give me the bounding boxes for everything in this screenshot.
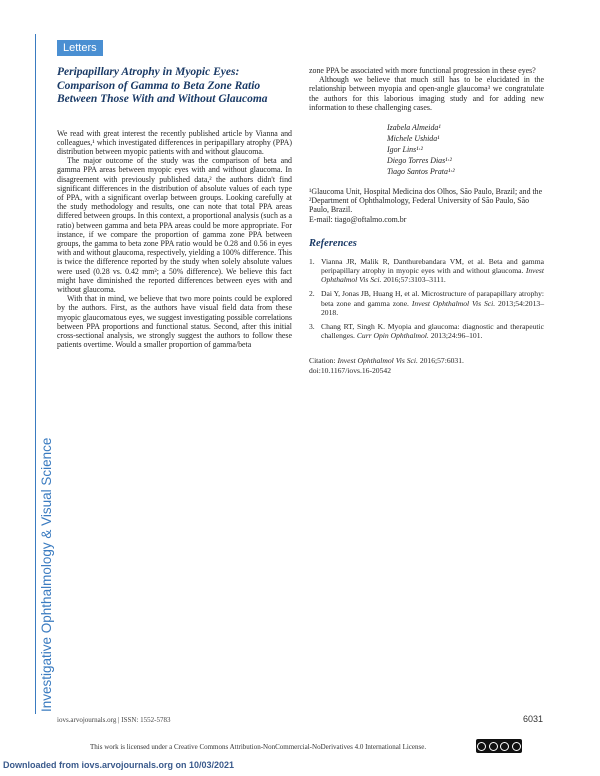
page-number: 6031: [522, 714, 543, 724]
reference-item: [309, 257, 544, 285]
reference-details: 2016;57:3103–3111.: [383, 275, 446, 285]
citation-doi[interactable]: doi:10.1167/iovs.16-20542: [309, 366, 391, 376]
reference-journal: Curr Opin Ophthalmol.: [356, 331, 429, 341]
reference-text: Vianna JR, Malik R, Danthurebandara VM, et al. Beta and gamma peripapillary atrophy in myopic eyes with and without glaucoma.: [321, 256, 544, 276]
sidebar-rule: [35, 34, 36, 714]
reference-journal: Invest Ophthalmol Vis Sci.: [411, 298, 496, 308]
cc-by-nc-nd-badge-icon[interactable]: [476, 739, 522, 753]
body-paragraph: Although we believe that much still has to be elucidated in the relationship between myopia and open-angle glaucoma³ we congratulate the authors for this laborious imaging study and for adding new information to these challenging cases.: [309, 75, 544, 112]
reference-item: [309, 322, 544, 340]
reference-journal: Invest Ophthalmol Vis Sci.: [321, 266, 544, 285]
body-paragraph: With that in mind, we believe that two more points could be explored by the authors. First, as the authors have visual field data from these myopic glaucomatous eyes, we suggest investigating possible correlations between PPA proportions and functional status. Second, after this initial cross-sectional analysis, we strongly suggest the authors to follow these patients overtime. Would a smaller proportion of gamma/beta: [57, 294, 292, 350]
reference-details: 2013;54:2013–2018.: [321, 298, 544, 317]
author-name: Izabela Almeida¹: [387, 123, 441, 133]
citation-journal: Invest Ophthalmol Vis Sci.: [337, 356, 418, 366]
reference-details: 2013;24:96–101.: [430, 331, 483, 341]
citation-prefix: Citation:: [309, 356, 336, 366]
citation-block: [309, 356, 544, 376]
cc-icon: [477, 742, 486, 751]
reference-number: 2.: [309, 289, 315, 299]
references-heading: References: [309, 237, 357, 249]
right-column: [309, 66, 544, 376]
body-paragraph: zone PPA be associated with more functional progression in these eyes?: [309, 66, 536, 75]
reference-item: [309, 289, 544, 317]
affiliation: ¹Glaucoma Unit, Hospital Medicina dos Olhos, São Paulo, Brazil; and the ²Department of Ophthalmology, Federal University of São Paulo, São Paulo, Brazil.: [309, 187, 543, 215]
reference-text: Dai Y, Jonas JB, Huang H, et al. Microstructure of parapapillary atrophy: beta zone and gamma zone.: [321, 289, 544, 308]
author-name: Igor Lins¹·²: [387, 145, 423, 155]
by-icon: [489, 742, 498, 751]
nd-icon: [512, 742, 521, 751]
author-list: [387, 122, 544, 177]
journal-sidebar-title: Investigative Ophthalmology & Visual Science: [39, 437, 54, 712]
section-tag: Letters: [57, 40, 103, 56]
reference-number: 3.: [309, 322, 315, 332]
body-paragraph: The major outcome of the study was the comparison of beta and gamma PPA areas between myopic eyes with and without glaucoma. In disagreement with previously published data,² the authors didn't find significant differences in the distribution of absolute values of each type of PPA, with a significant overlap between groups. Looking carefully at the study methodology and results, one can note that total PPA areas differed between groups. In this context, a proportional analysis (such as a ratio) between gamma and beta PPA areas could be more appropriate. For instance, if we compare the proportion of gamma zone PPA between groups, the gamma to beta zone PPA ratio would be 0.28 and 0.56 in eyes with and without glaucoma, respectively, yielding a 100% difference. This is twice the difference reported by the study when solely absolute values were used (0.28 vs. 0.42 mm²; a 50% difference). We believe this fact might have diminished the reported differences between eyes with and without glaucoma.: [57, 156, 292, 294]
license-statement[interactable]: This work is licensed under a Creative Commons Attribution-NonCommercial-NoDerivatives 4.0 International License.: [90, 743, 427, 751]
reference-text: Chang RT, Singh K. Myopia and glaucoma: diagnostic and therapeutic challenges.: [321, 322, 544, 341]
contact-email[interactable]: E-mail: tiago@oftalmo.com.br: [309, 214, 407, 224]
nc-icon: [500, 742, 509, 751]
author-name: Michele Ushida¹: [387, 134, 440, 144]
left-column: [57, 66, 292, 349]
reference-list: [309, 257, 544, 341]
citation-details: 2016;57:6031.: [419, 356, 464, 366]
body-paragraph: We read with great interest the recently published article by Vianna and colleagues,¹ which investigated differences in peripapillary atrophy (PPA) distribution between myopic patients with and without glaucoma.: [57, 128, 292, 156]
author-name: Tiago Santos Prata¹·²: [387, 167, 455, 177]
author-name: Diego Torres Dias¹·²: [387, 156, 452, 166]
footer-issn[interactable]: iovs.arvojournals.org | ISSN: 1552-5783: [57, 716, 171, 724]
article-title: Peripapillary Atrophy in Myopic Eyes: Comparison of Gamma to Beta Zone Ratio Between Those With and Without Glaucoma: [57, 66, 268, 105]
reference-number: 1.: [309, 256, 315, 266]
download-stamp: Downloaded from iovs.arvojournals.org on 10/03/2021: [3, 760, 235, 770]
